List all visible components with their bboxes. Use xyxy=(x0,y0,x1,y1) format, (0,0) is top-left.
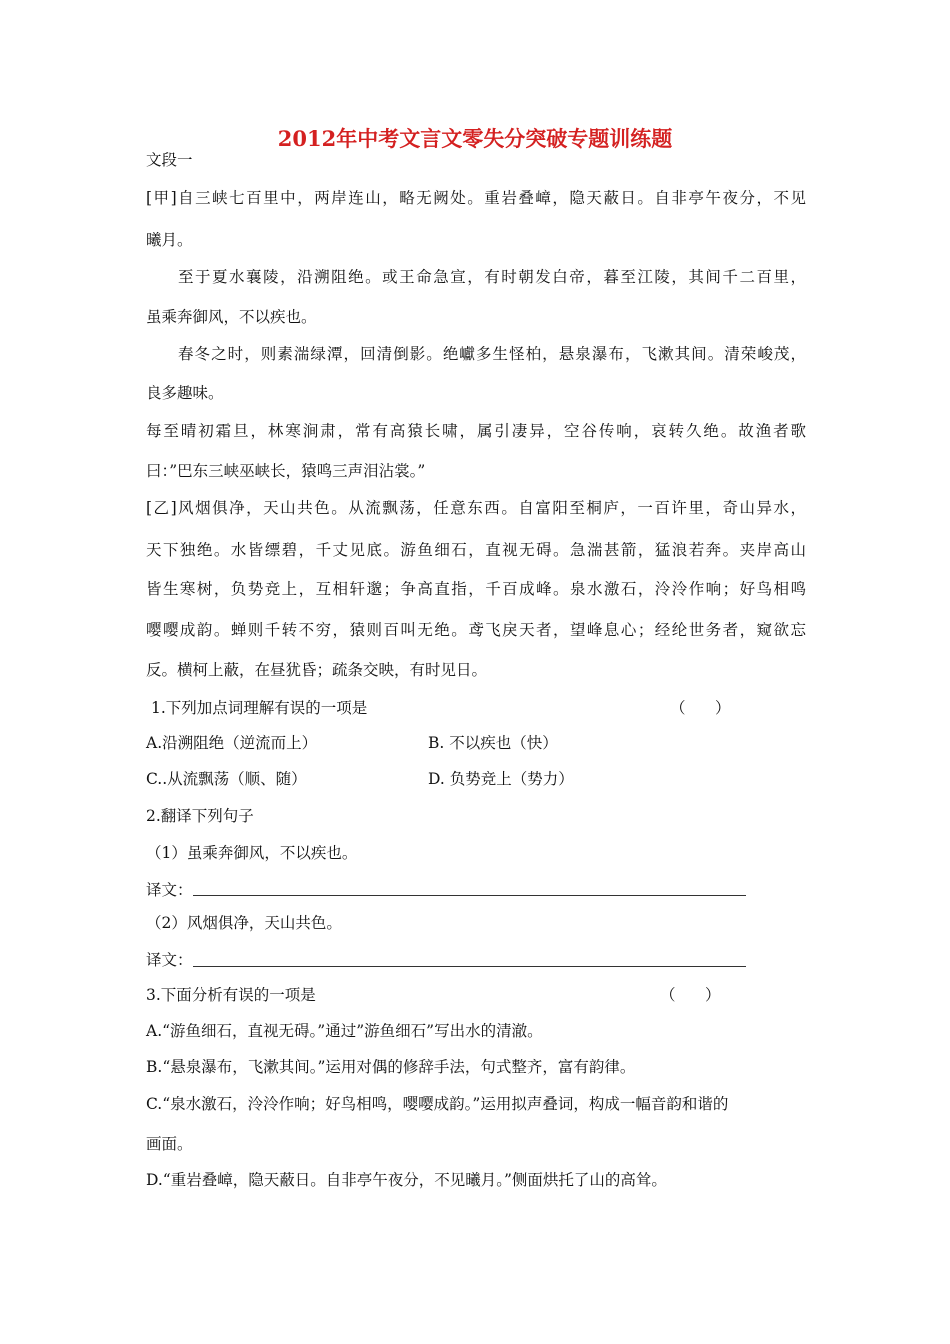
question-1-option-a: A.沿溯阻绝（逆流而上） xyxy=(146,734,318,752)
question-1-option-b: B. 不以疾也（快） xyxy=(428,734,558,752)
answer-blank-line[interactable] xyxy=(193,966,746,967)
passage-jia-line: 曦月。 xyxy=(146,231,193,249)
passage-jia-line: 曰：”巴东三峡巫峡长，猿鸣三声泪沾裳。” xyxy=(146,462,426,480)
passage-yi-line: 嘤嘤成韵。蝉则千转不穷，猿则百叫无绝。鸢飞戾天者，望峰息心；经纶世务者，窥欲忘 xyxy=(146,621,806,639)
question-1-answer-paren: （ ） xyxy=(670,699,731,717)
passage-jia-line: [甲]自三峡七百里中，两岸连山，略无阙处。重岩叠嶂，隐天蔽日。自非亭午夜分，不见 xyxy=(146,189,806,207)
passage-jia-line: 良多趣味。 xyxy=(146,384,224,402)
passage-jia-line: 至于夏水襄陵，沿溯阻绝。或王命急宣，有时朝发白帝，暮至江陵，其间千二百里， xyxy=(178,268,806,286)
question-2-stem: 2.翻译下列句子 xyxy=(146,807,254,825)
question-3-option-b: B.“悬泉瀑布，飞漱其间。”运用对偶的修辞手法，句式整齐，富有韵律。 xyxy=(146,1058,636,1076)
passage-jia-line: 虽乘奔御风，不以疾也。 xyxy=(146,308,317,326)
question-3-stem: 3.下面分析有误的一项是 xyxy=(146,986,316,1004)
question-1-option-d: D. 负势竞上（势力） xyxy=(428,770,574,788)
section-heading: 文段一 xyxy=(146,151,193,169)
passage-yi-line: 天下独绝。水皆缥碧，千丈见底。游鱼细石，直视无碍。急湍甚箭，猛浪若奔。夹岸高山 xyxy=(146,541,806,559)
question-3-option-c-continued: 画面。 xyxy=(146,1135,193,1153)
question-3-answer-paren: （ ） xyxy=(660,986,721,1004)
passage-jia-line: 春冬之时，则素湍绿潭，回清倒影。绝巘多生怪柏，悬泉瀑布，飞漱其间。清荣峻茂， xyxy=(178,345,806,363)
answer-blank-line[interactable] xyxy=(193,895,746,896)
question-3-option-c: C.“泉水激石，泠泠作响；好鸟相鸣，嘤嘤成韵。”运用拟声叠词，构成一幅音韵和谐的 xyxy=(146,1095,729,1113)
passage-yi-line: 皆生寒树，负势竞上，互相轩邈；争高直指，千百成峰。泉水激石，泠泠作响；好鸟相鸣 xyxy=(146,580,806,598)
question-1-stem: 1.下列加点词理解有误的一项是 xyxy=(151,699,368,717)
question-1-option-c: C..从流飘荡（顺、随） xyxy=(146,770,307,788)
passage-yi-line: [乙]风烟俱净，天山共色。从流飘荡，任意东西。自富阳至桐庐，一百许里，奇山异水， xyxy=(146,499,806,517)
page-title: 2012年中考文言文零失分突破专题训练题 xyxy=(277,126,673,151)
question-2-sentence-2: （2）风烟俱净，天山共色。 xyxy=(146,914,342,932)
question-2-sentence-1: （1）虽乘奔御风，不以疾也。 xyxy=(146,844,358,862)
passage-jia-line: 每至晴初霜旦，林寒涧肃，常有高猿长啸，属引凄异，空谷传响，哀转久绝。故渔者歌 xyxy=(146,422,806,440)
question-3-option-d: D.“重岩叠嶂，隐天蔽日。自非亭午夜分，不见曦月。”侧面烘托了山的高耸。 xyxy=(146,1171,667,1189)
answer-label: 译文： xyxy=(146,951,193,969)
answer-label: 译文： xyxy=(146,881,193,899)
question-3-option-a: A.“游鱼细石，直视无碍。”通过”游鱼细石”写出水的清澈。 xyxy=(146,1022,543,1040)
passage-yi-line: 反。横柯上蔽，在昼犹昏；疏条交映，有时见日。 xyxy=(146,661,488,679)
